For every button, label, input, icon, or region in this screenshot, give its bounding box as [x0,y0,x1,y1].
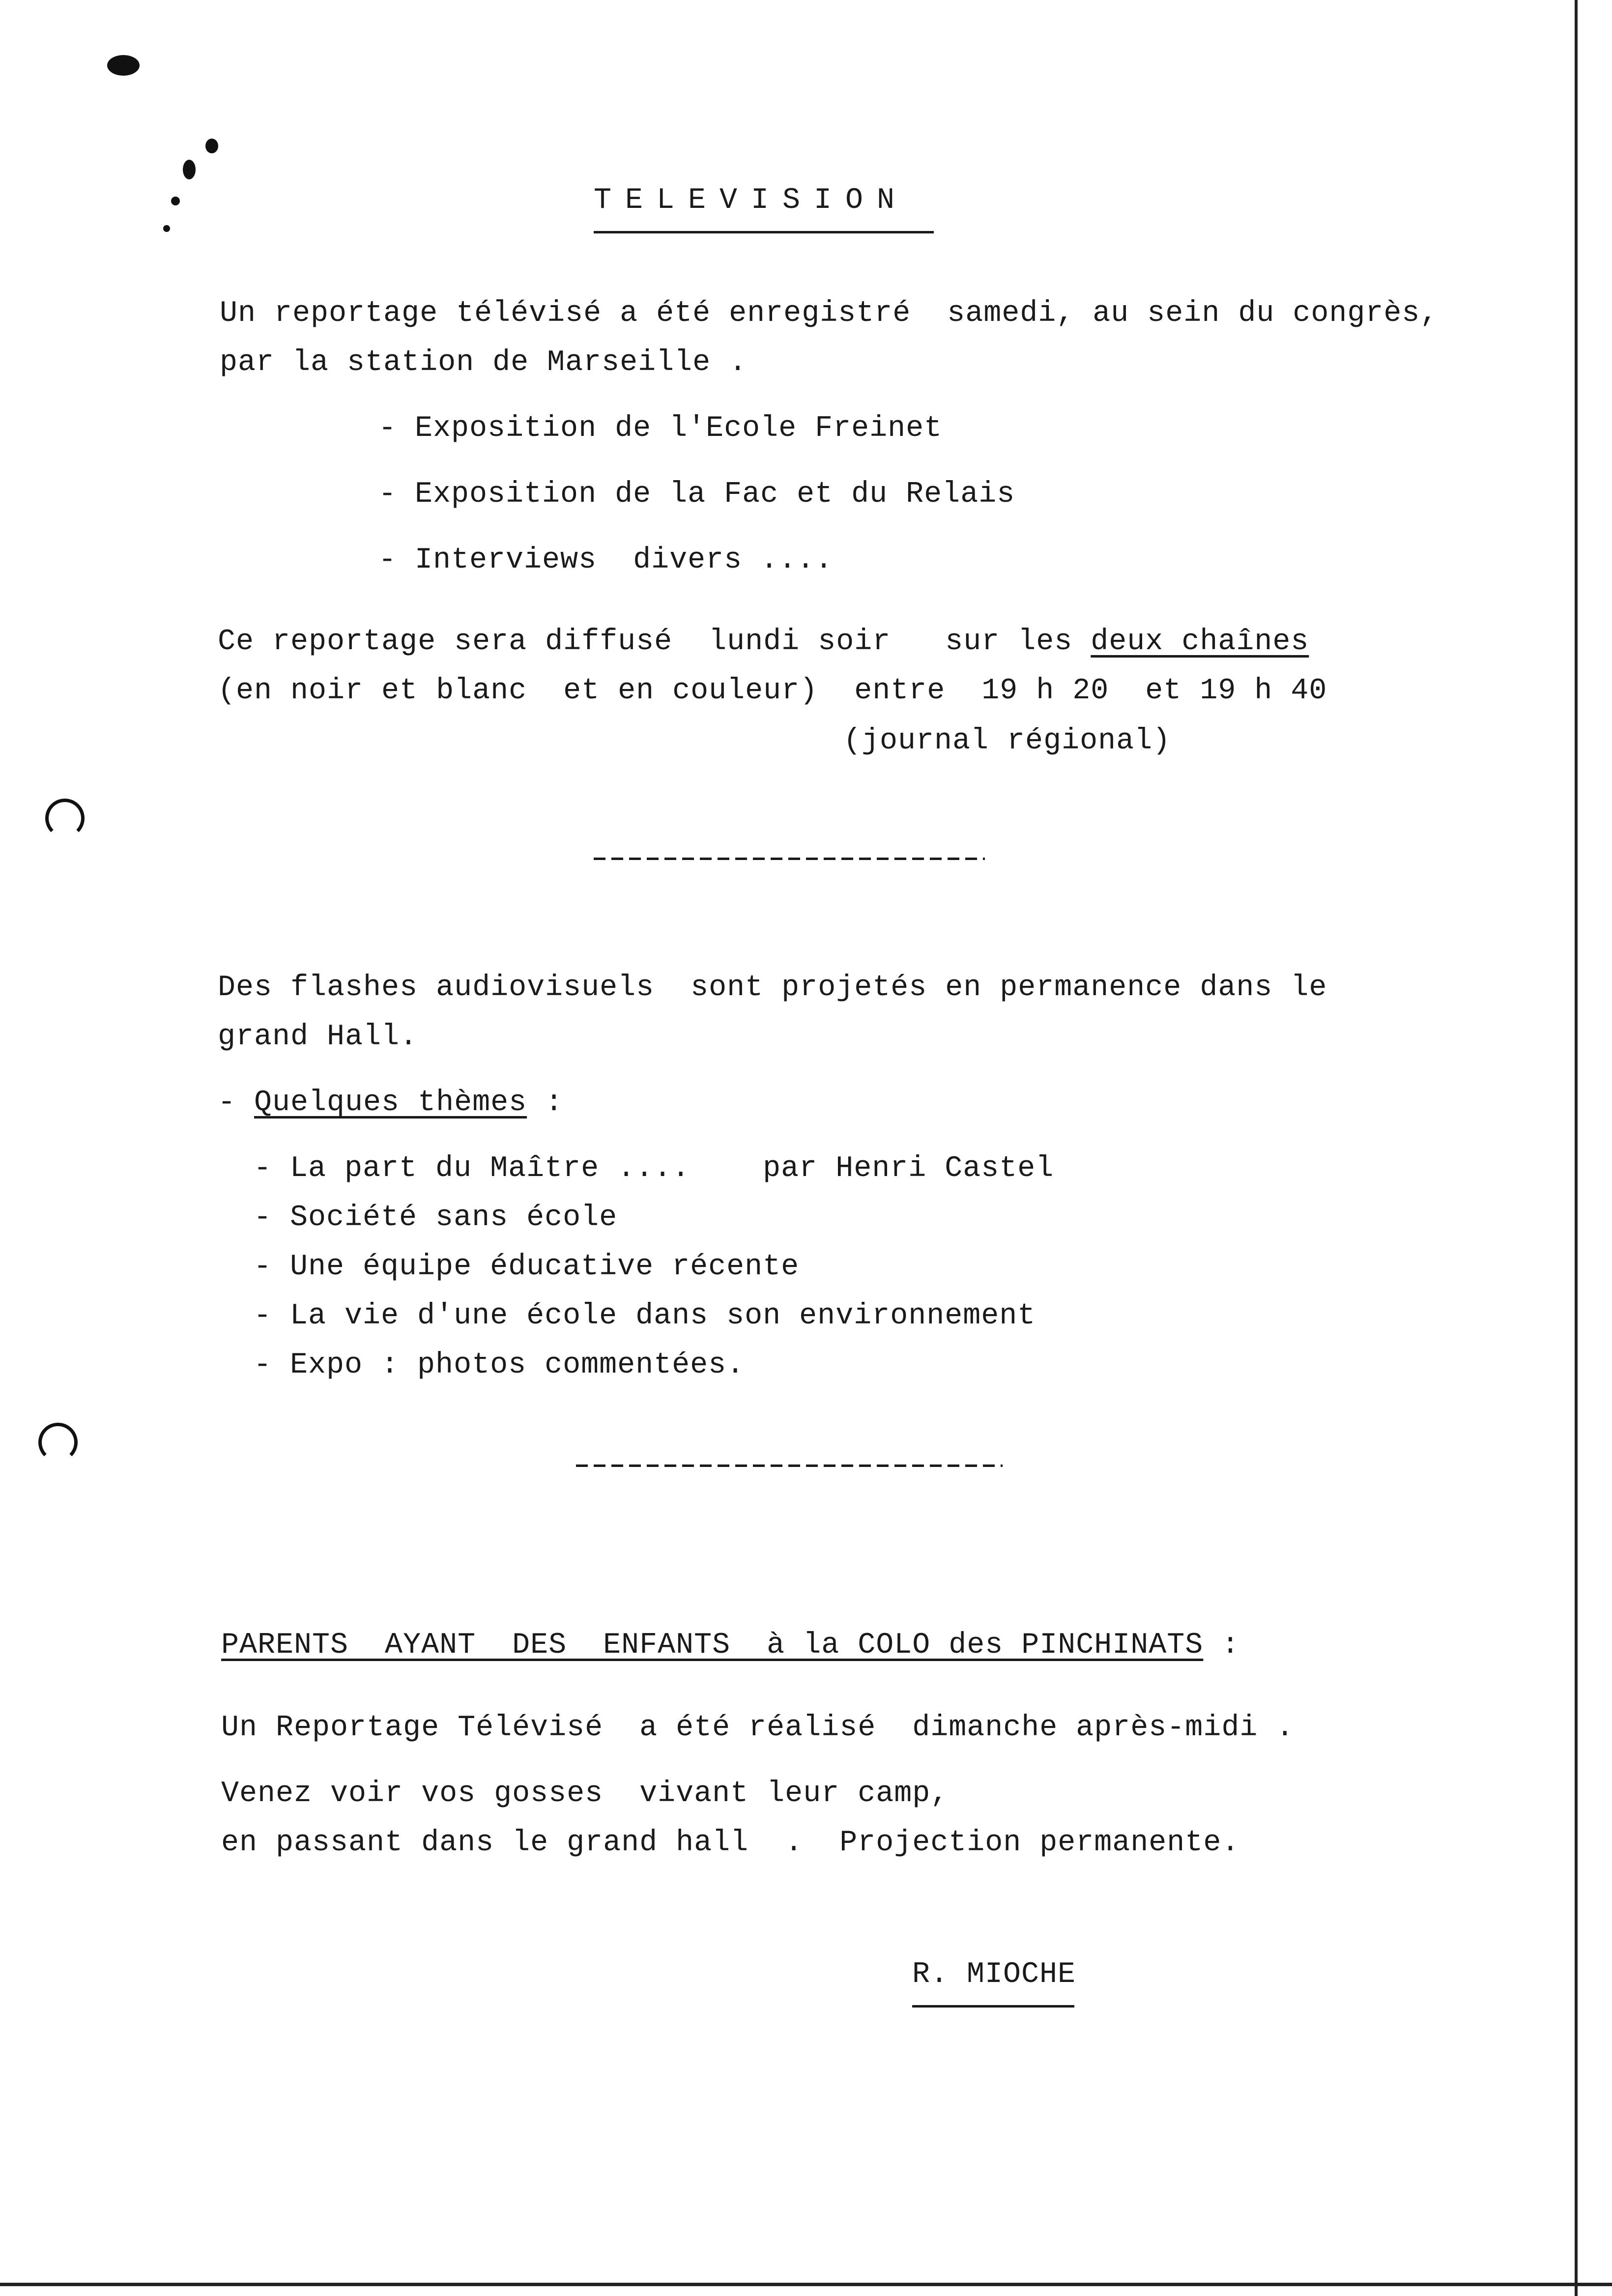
deux-chaines-emphasis: deux chaînes [1091,625,1309,659]
colo-heading-colon: : [1203,1629,1240,1662]
ink-speck [171,197,180,205]
broadcast-line-2: (en noir et blanc et en couleur) entre 19 h 20 et 19 h 40 [218,674,1327,708]
themes-dash: - [218,1086,255,1119]
colo-line-2: Venez voir vos gosses vivant leur camp, [221,1777,949,1810]
title-underline [594,231,934,233]
themes-heading [218,1088,563,1118]
signature-underline [912,2005,1074,2008]
ink-speck [163,225,170,232]
theme-item: - Expo : photos commentées. [254,1349,745,1382]
colo-heading [221,1631,1239,1660]
av-paragraph-line-1: Des flashes audiovisuels sont projetés en permanence dans le [218,971,1327,1004]
tv-paragraph-line-1: Un reportage télévisé a été enregistré samedi, au sein du congrès, [220,297,1439,330]
signature: R. MIOCHE [912,1958,1076,1991]
page-title: TELEVISION [594,184,909,217]
list-item: - Exposition de la Fac et du Relais [378,478,1015,511]
colo-line-1: Un Reportage Télévisé a été réalisé dimanche après-midi . [221,1711,1295,1745]
themes-label: Quelques thèmes [254,1086,527,1119]
theme-item: - Société sans école [254,1201,618,1234]
punch-hole-top [45,799,85,838]
ink-blot [107,55,140,76]
punch-hole-bottom [38,1423,78,1462]
av-paragraph-line-2: grand Hall. [218,1020,418,1054]
broadcast-line-1 [218,627,1309,657]
section-separator [594,858,985,860]
theme-item: - La vie d'une école dans son environnement [254,1299,1036,1333]
theme-item: - La part du Maître .... par Henri Castel [254,1152,1054,1185]
ink-speck [183,160,196,179]
theme-item: - Une équipe éducative récente [254,1250,800,1284]
list-item: - Interviews divers .... [378,544,834,577]
ink-speck [205,139,218,153]
colo-heading-text: PARENTS AYANT DES ENFANTS à la COLO des PINCHINATS [221,1629,1204,1662]
section-separator [576,1464,1003,1467]
tv-paragraph-line-2: par la station de Marseille . [220,346,748,379]
scan-edge-right [1575,0,1578,2296]
broadcast-line-3: (journal régional) [843,724,1171,758]
list-item: - Exposition de l'Ecole Freinet [378,412,943,445]
broadcast-text: Ce reportage sera diffusé lundi soir sur les [218,625,1091,659]
scan-edge-bottom [0,2283,1612,2286]
colo-line-3: en passant dans le grand hall . Projection permanente. [221,1826,1240,1860]
themes-colon: : [527,1086,564,1119]
